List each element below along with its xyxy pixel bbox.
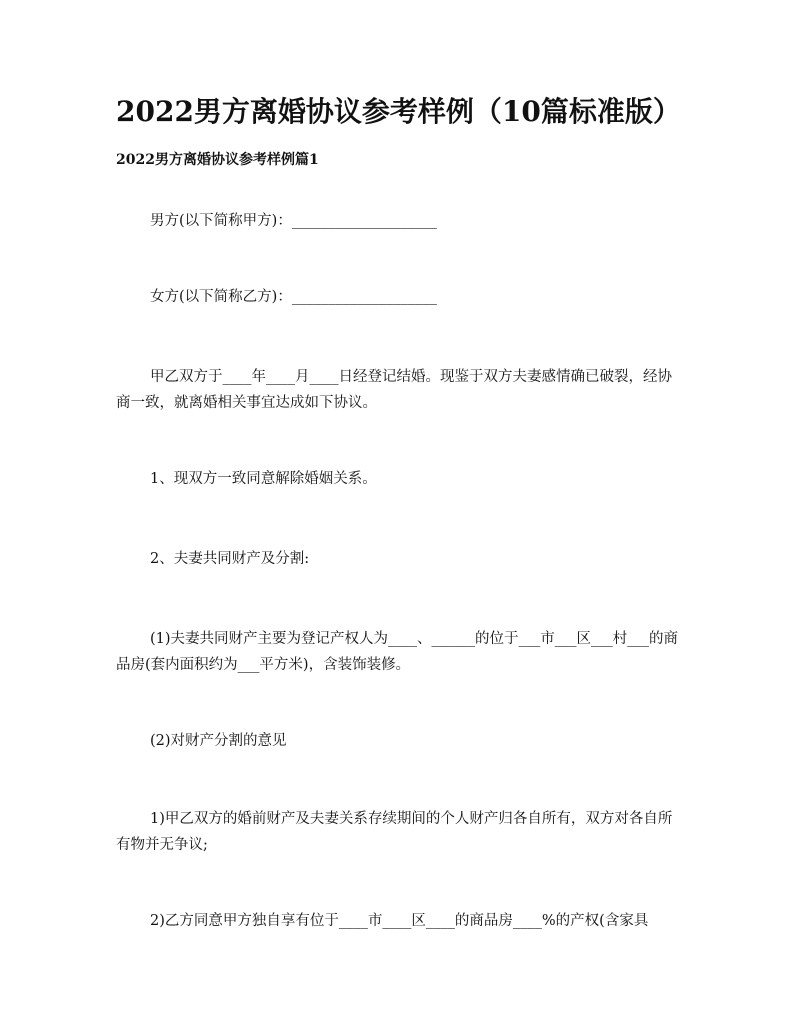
document-title: 2022男方离婚协议参考样例（10篇标准版）: [116, 95, 681, 128]
paragraph-division-opinion: (2)对财产分割的意见: [150, 733, 287, 749]
paragraph-wife: 女方(以下简称乙方)：____________________: [150, 289, 437, 305]
paragraph-marriage: 甲乙双方于____年____月____日经登记结婚。现鉴于双方夫妻感情确已破裂，经协商一致，就离婚相关事宜达成如下协议。: [116, 369, 672, 411]
section-heading: 2022男方离婚协议参考样例篇1: [116, 152, 319, 168]
paragraph-house-share: 2)乙方同意甲方独自享有位于____市____区____的商品房____%的产权(含家具: [150, 913, 649, 929]
paragraph-premarital-property: 1)甲乙双方的婚前财产及夫妻关系存续期间的个人财产归各自所有，双方对各自所有物并无争议;: [116, 811, 673, 853]
paragraph-clause-2: 2、夫妻共同财产及分割:: [150, 551, 310, 567]
paragraph-property: (1)夫妻共同财产主要为登记产权人为____、______的位于___市___区___村___的商品房(套内面积约为___平方米)，含装饰装修。: [116, 631, 679, 673]
paragraph-husband: 男方(以下简称甲方)：____________________: [150, 213, 437, 229]
paragraph-clause-1: 1、现双方一致同意解除婚姻关系。: [150, 471, 377, 487]
